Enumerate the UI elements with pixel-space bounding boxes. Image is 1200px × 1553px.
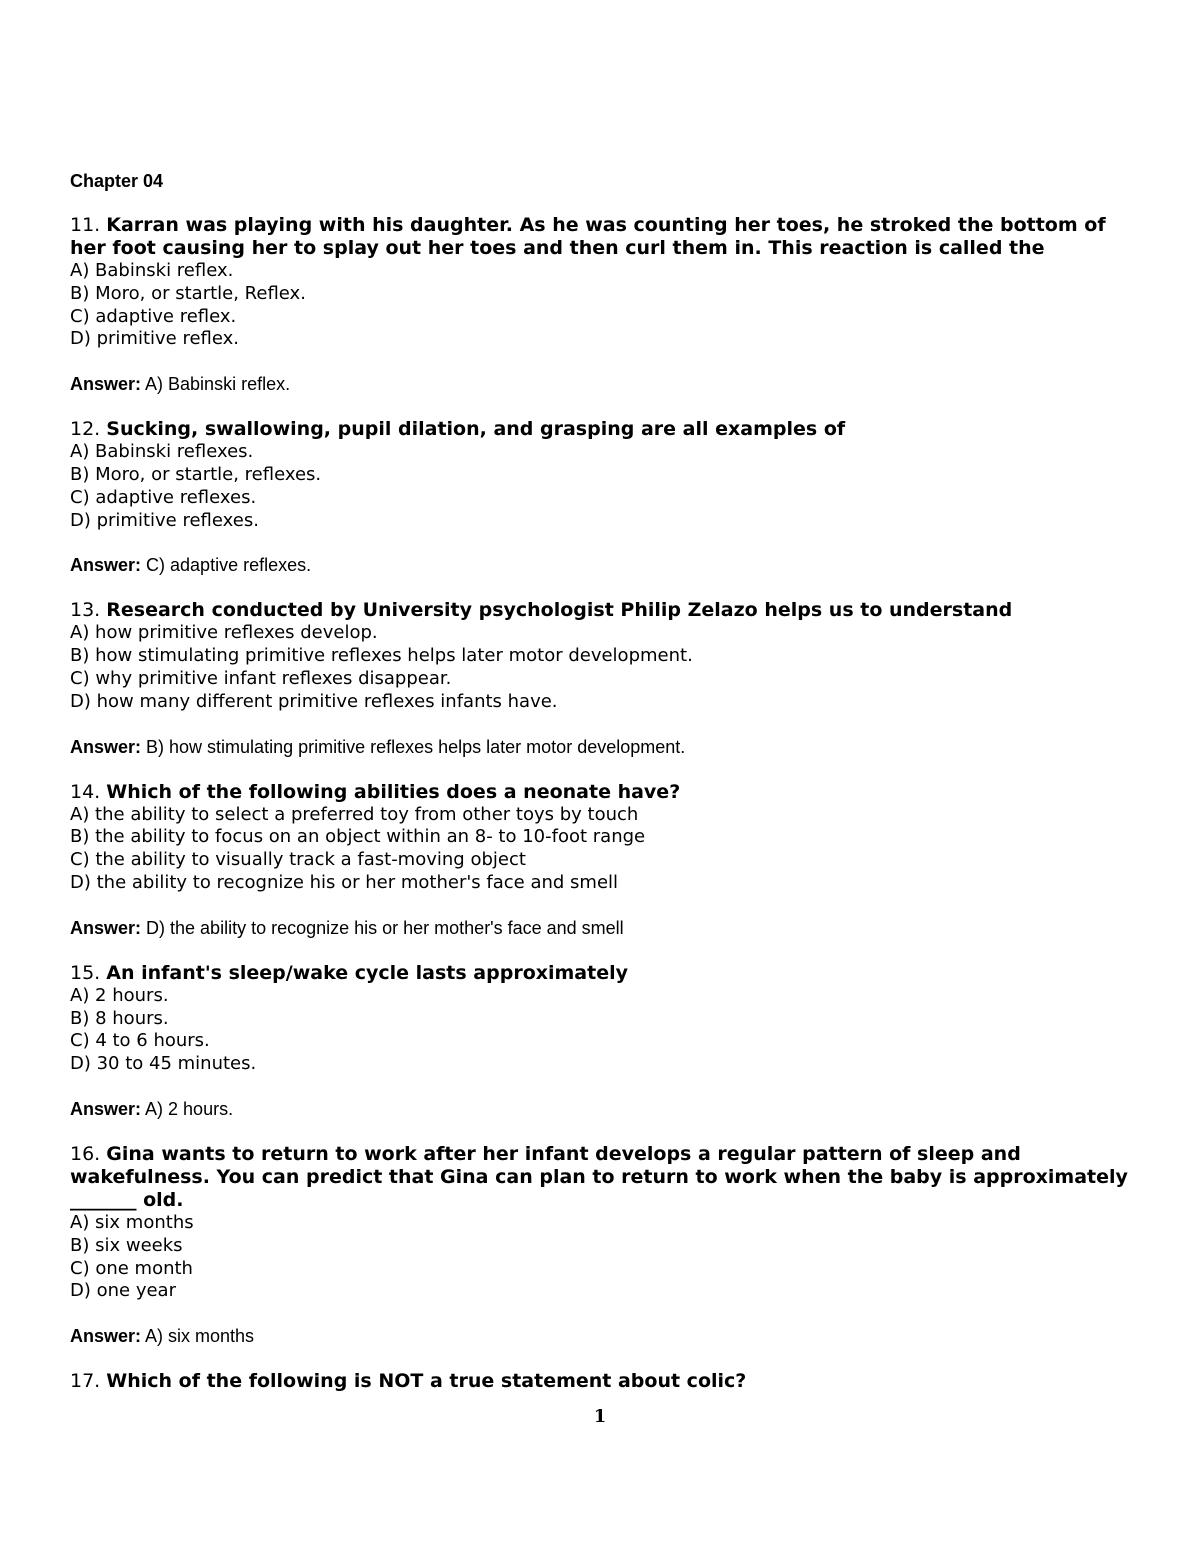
option-d: D) primitive reflex. (70, 328, 240, 350)
question-stem (70, 599, 1130, 622)
answer-line (70, 736, 1130, 758)
question-text: An infant's sleep/wake cycle lasts approximately (106, 961, 628, 984)
question-stem (70, 1143, 1130, 1212)
option-b: B) 8 hours. (70, 1007, 169, 1029)
answer-label: Answer: (70, 1098, 142, 1119)
question-11 (70, 214, 1130, 395)
question-stem (70, 781, 1130, 804)
question-number: 12. (70, 418, 101, 441)
option-a: A) how primitive reflexes develop. (70, 622, 378, 644)
option-a: A) 2 hours. (70, 984, 169, 1006)
question-stem (70, 214, 1130, 260)
option-d: D) primitive reflexes. (70, 509, 259, 531)
option-b: B) six weeks (70, 1234, 183, 1256)
answer-text: A) 2 hours. (145, 1098, 234, 1119)
question-text: Which of the following is NOT a true statement about colic? (106, 1370, 747, 1393)
question-number: 17. (70, 1370, 101, 1393)
option-c: C) why primitive infant reflexes disappear. (70, 667, 452, 689)
question-stem (70, 1370, 1130, 1393)
option-c: C) adaptive reflex. (70, 305, 237, 327)
answer-text: D) the ability to recognize his or her mother's face and smell (146, 917, 624, 938)
question-number: 14. (70, 780, 101, 803)
option-c: C) one month (70, 1257, 193, 1279)
option-d: D) how many different primitive reflexes infants have. (70, 690, 558, 712)
question-14 (70, 781, 1130, 939)
option-a: A) the ability to select a preferred toy from other toys by touch (70, 803, 639, 825)
answer-line (70, 373, 1130, 395)
option-c: C) 4 to 6 hours. (70, 1030, 210, 1052)
question-text: Gina wants to return to work after her infant develops a regular pattern of sleep and wakefulness. You can predict that Gina can plan to return to work when the baby is approximately _______ old. (70, 1142, 1128, 1211)
question-number: 11. (70, 214, 101, 236)
question-16 (70, 1143, 1130, 1347)
question-text: Research conducted by University psychologist Philip Zelazo helps us to understand (106, 599, 1013, 622)
option-b: B) the ability to focus on an object within an 8- to 10-foot range (70, 826, 646, 848)
option-a: A) Babinski reflexes. (70, 441, 254, 463)
question-text: Which of the following abilities does a neonate have? (106, 780, 681, 803)
answer-line (70, 1325, 1130, 1347)
option-d: D) the ability to recognize his or her mother's face and smell (70, 871, 619, 893)
question-12 (70, 418, 1130, 576)
option-a: A) Babinski reflex. (70, 260, 234, 281)
option-b: B) how stimulating primitive reflexes helps later motor development. (70, 645, 693, 667)
question-stem (70, 962, 1130, 985)
answer-label: Answer: (70, 1326, 142, 1347)
question-stem (70, 418, 1130, 441)
question-number: 15. (70, 961, 101, 984)
answer-line (70, 554, 1130, 576)
question-number: 16. (70, 1142, 101, 1165)
answer-label: Answer: (70, 736, 142, 757)
question-number: 13. (70, 599, 101, 622)
answer-text: C) adaptive reflexes. (146, 555, 312, 576)
answer-line (70, 917, 1130, 939)
answer-label: Answer: (70, 374, 142, 395)
question-text: Karran was playing with his daughter. As he was counting her toes, he stroked the bottom of her foot causing her to splay out her toes and then curl them in. This reaction is called the (70, 214, 1106, 259)
chapter-title: Chapter 04 (70, 171, 164, 191)
question-17 (70, 1370, 1130, 1393)
option-d: D) one year (70, 1280, 176, 1302)
option-a: A) six months (70, 1211, 194, 1233)
answer-text: A) six months (145, 1326, 255, 1347)
question-text: Sucking, swallowing, pupil dilation, and grasping are all examples of (106, 418, 846, 441)
answer-label: Answer: (70, 555, 142, 576)
answer-label: Answer: (70, 917, 142, 938)
question-15 (70, 962, 1130, 1120)
option-c: C) the ability to visually track a fast-moving object (70, 849, 526, 871)
answer-text: A) Babinski reflex. (145, 374, 291, 395)
option-b: B) Moro, or startle, Reflex. (70, 282, 306, 304)
page-number: 1 (593, 1406, 607, 1427)
document-page (70, 170, 1130, 1393)
answer-text: B) how stimulating primitive reflexes helps later motor development. (146, 736, 686, 757)
answer-line (70, 1098, 1130, 1120)
question-13 (70, 599, 1130, 757)
option-b: B) Moro, or startle, reflexes. (70, 463, 322, 485)
option-d: D) 30 to 45 minutes. (70, 1053, 257, 1075)
option-c: C) adaptive reflexes. (70, 486, 257, 508)
